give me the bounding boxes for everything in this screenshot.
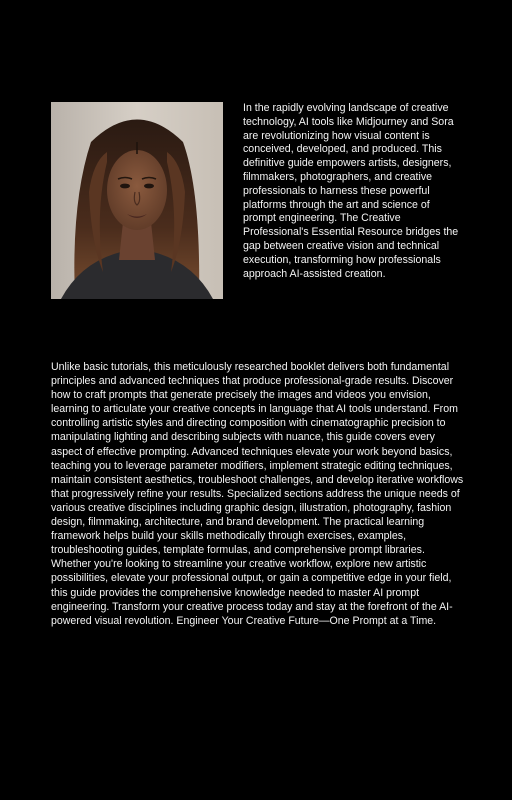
intro-paragraph: In the rapidly evolving landscape of creative technology, AI tools like Midjourney and Sora are revolutionizing how visual content is conceived, developed, and produced. This definitive guide empowers artists, designers, filmmakers, photographers, and creative professionals to harness these powerful platforms through the art and science of prompt engineering. The Creative Professional's Essential Resource bridges the gap between creative vision and technical execution, transforming how professionals approach AI-assisted creation. xyxy=(243,102,459,280)
author-portrait-icon xyxy=(51,102,223,299)
author-photo xyxy=(51,102,223,299)
description-paragraph: Unlike basic tutorials, this meticulously researched booklet delivers both fundamental principles and advanced techniques that produce professional-grade results. Discover how to craft prompts that generate precisely the images and videos you envision, learning to articulate your creative concepts in language that AI tools understand. From controlling artistic styles and directing composition with cinematographic precision to manipulating lighting and describing subjects with nuance, this guide covers every aspect of effective prompting. Advanced techniques elevate your work beyond basics, teaching you to leverage parameter modifiers, implement strategic editing techniques, maintain consistent aesthetics, troubleshoot challenges, and develop iterative workflows that progressively refine your results. Specialized sections address the unique needs of various creative disciplines including graphic design, illustration, photography, fashion design, filmmaking, architecture, and brand development. The practical learning framework helps build your skills methodically through exercises, examples, troubleshooting guides, template formulas, and comprehensive prompt libraries. Whether you're looking to streamline your creative workflow, explore new artistic possibilities, elevate your professional output, or gain a competitive edge in your field, this guide provides the comprehensive knowledge needed to master AI prompt engineering. Transform your creative process today and stay at the forefront of the AI-powered visual revolution. Engineer Your Creative Future—One Prompt at a Time. xyxy=(51,361,464,627)
